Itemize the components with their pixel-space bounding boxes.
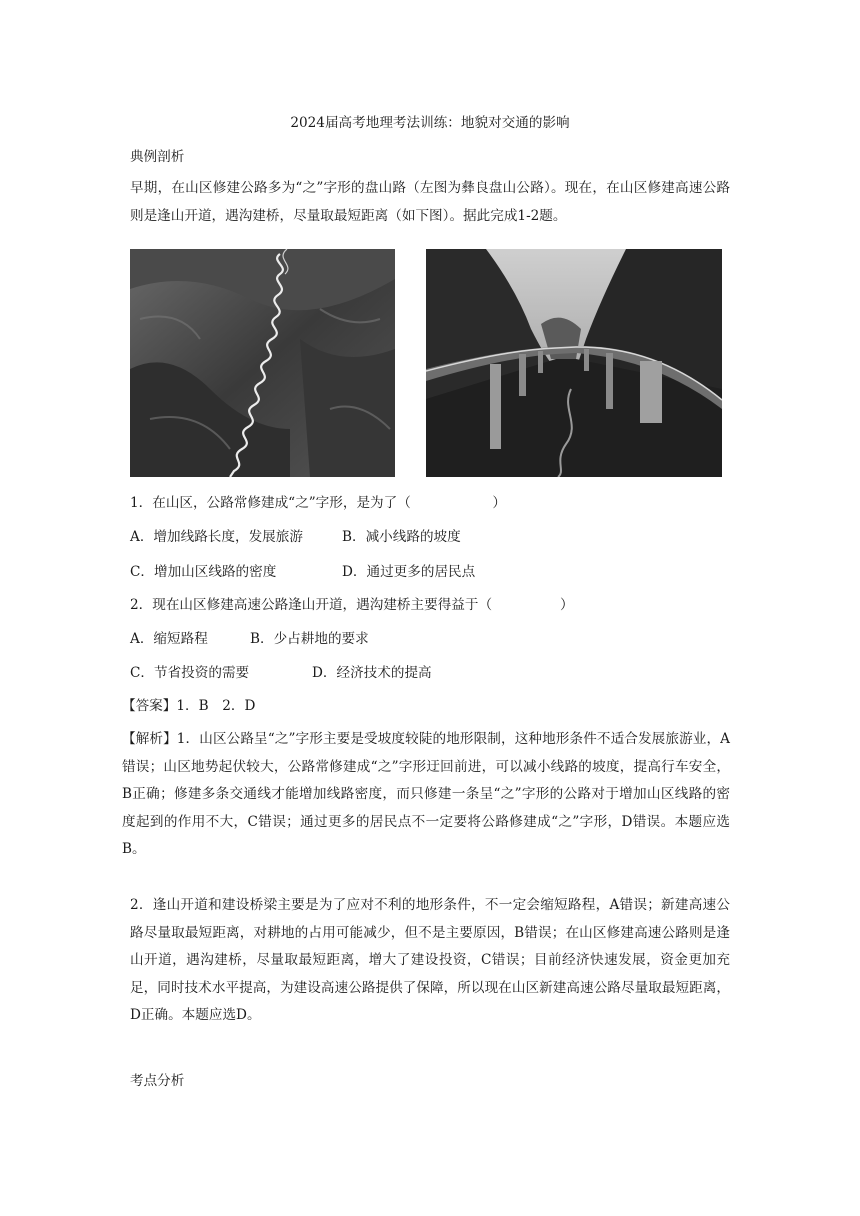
- answer-line: 【答案】1．B 2．D: [122, 698, 256, 714]
- question-2-option-a: A．缩短路程: [130, 631, 208, 647]
- question-1-option-b: B．减小线路的坡度: [342, 529, 461, 545]
- question-2-option-d: D．经济技术的提高: [312, 665, 432, 681]
- question-2-option-b: B．少占耕地的要求: [250, 631, 369, 647]
- analysis-paragraph-2: 2．逢山开道和建设桥梁主要是为了应对不利的地形条件，不一定会缩短路程，A错误；新建高速公路尽量取最短距离，对耕地的占用可能减少，但不是主要原因，B错误；在山区修建高速公路则是逢山开道，遇沟建桥，尽量取最短距离，增大了建设投资，C错误；目前经济快速发展，资金更加充足，同时技术水平提高，为建设高速公路提供了保障，所以现在山区新建高速公路尽量取最短距离，D正确。本题应选D。: [130, 897, 730, 1023]
- question-2-stem: 2．现在山区修建高速公路逢山开道，遇沟建桥主要得益于（ ）: [130, 597, 574, 613]
- question-1-option-c: C．增加山区线路的密度: [130, 564, 277, 580]
- highway-viaduct-photo: [426, 249, 722, 477]
- question-1-stem: 1．在山区，公路常修建成“之”字形，是为了（ ）: [130, 495, 506, 511]
- footer-heading: 考点分析: [130, 1073, 185, 1089]
- section-heading: 典例剖析: [130, 149, 185, 165]
- analysis-paragraph-1: 【解析】1．山区公路呈“之”字形主要是受坡度较陡的地形限制，这种地形条件不适合发展旅游业，A错误；山区地势起伏较大，公路常修建成“之”字形迂回前进，可以减小线路的坡度，提高行车安全，B正确；修建多条交通线才能增加线路密度，而只修建一条呈“之”字形的公路对于增加山区线路的密度起到的作用不大，C错误；通过更多的居民点不一定要将公路修建成“之”字形，D错误。本题应选B。: [122, 731, 730, 857]
- intro-paragraph: 早期，在山区修建公路多为“之”字形的盘山路（左图为彝良盘山公路）。现在，在山区修建高速公路则是逢山开道，遇沟建桥，尽量取最短距离（如下图）。据此完成1-2题。: [130, 180, 730, 224]
- question-1-option-a: A．增加线路长度，发展旅游: [130, 529, 303, 545]
- question-2-option-c: C．节省投资的需要: [130, 665, 250, 681]
- winding-mountain-road-photo: [130, 249, 395, 477]
- question-1-option-d: D．通过更多的居民点: [342, 564, 476, 580]
- document-title: 2024届高考地理考法训练：地貌对交通的影响: [290, 115, 570, 131]
